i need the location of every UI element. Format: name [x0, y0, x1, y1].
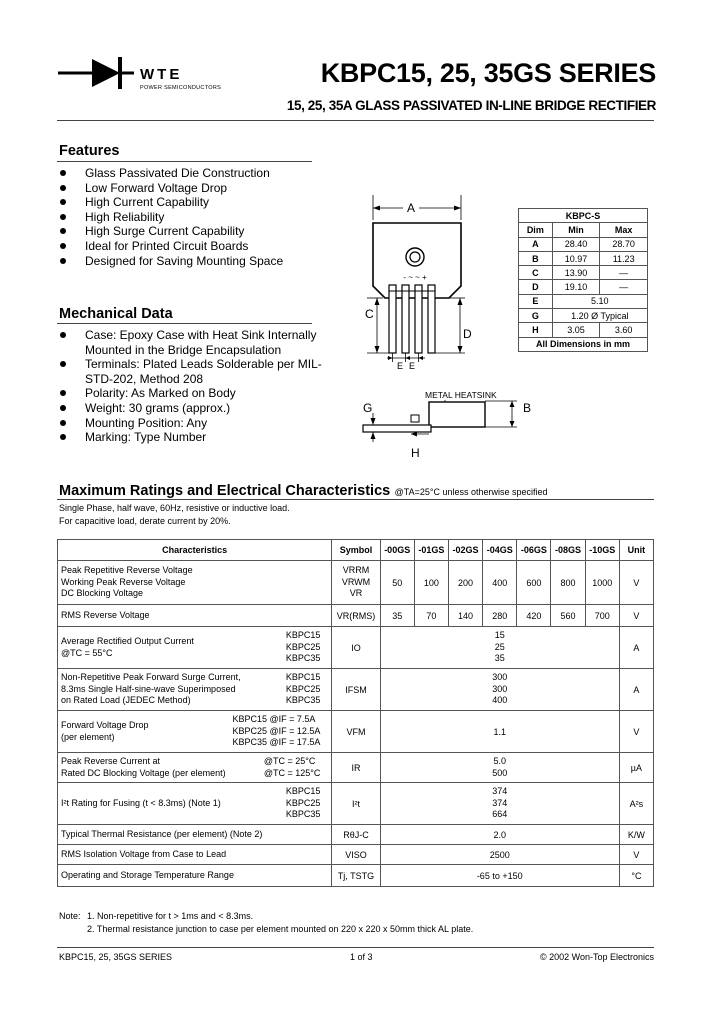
- label-e: E: [397, 361, 404, 371]
- symbol-cell: VFM: [332, 711, 380, 753]
- list-item: High Reliability: [58, 210, 318, 225]
- characteristic-cell: [58, 783, 332, 825]
- dim-cell: 10.97: [552, 251, 600, 265]
- model-label: KBPC15: [285, 630, 321, 641]
- label-e: E: [409, 361, 416, 371]
- value-cell: 280: [483, 605, 517, 627]
- value-cell: 400: [483, 561, 517, 605]
- text-line: Forward Voltage Drop: [61, 720, 149, 730]
- dim-cell: H: [519, 323, 553, 337]
- characteristic-cell: Typical Thermal Resistance (per element) (Note 2): [58, 825, 332, 845]
- value-cell: 2500: [380, 845, 619, 865]
- model-label: KBPC35: [285, 809, 321, 820]
- ratings-table: [57, 539, 654, 887]
- characteristic-cell: [58, 561, 332, 605]
- dim-cell: 19.10: [552, 280, 600, 294]
- table-row: [519, 280, 648, 294]
- text-line: DC Blocking Voltage: [61, 588, 144, 599]
- text-line: Average Rectified Output Current: [61, 636, 194, 646]
- table-row: [58, 605, 654, 627]
- col-header: -06GS: [517, 540, 551, 561]
- symbol-cell: VR(RMS): [332, 605, 380, 627]
- characteristic-cell: [58, 753, 332, 783]
- text-line: 500: [492, 767, 508, 778]
- page-title: KBPC15, 25, 35GS SERIES: [320, 58, 656, 88]
- header-divider: [57, 120, 654, 121]
- note-1: 1. Non-repetitive for t > 1ms and < 8.3ms.: [87, 911, 254, 921]
- col-header: -08GS: [551, 540, 585, 561]
- unit-cell: A: [619, 669, 653, 711]
- model-label: KBPC35: [285, 653, 321, 664]
- model-label: KBPC25: [285, 797, 321, 808]
- symbol-cell: IFSM: [332, 669, 380, 711]
- col-header: -02GS: [448, 540, 482, 561]
- list-item: Designed for Saving Mounting Space: [58, 254, 318, 269]
- value-cell: 2.0: [380, 825, 619, 845]
- dim-cell: E: [519, 294, 553, 308]
- table-row: [58, 627, 654, 669]
- value-cell: 700: [585, 605, 619, 627]
- symbol-cell: IO: [332, 627, 380, 669]
- unit-cell: V: [619, 605, 653, 627]
- list-item: Mounting Position: Any: [58, 416, 333, 431]
- table-row: [519, 323, 648, 337]
- dim-cell: A: [519, 237, 553, 251]
- col-header: -10GS: [585, 540, 619, 561]
- col-header: Characteristics: [58, 540, 332, 561]
- table-row: [58, 711, 654, 753]
- dim-header: Dim: [519, 223, 553, 237]
- symbol-cell: I²t: [332, 783, 380, 825]
- characteristic-cell: Operating and Storage Temperature Range: [58, 865, 332, 887]
- ratings-note-2: For capacitive load, derate current by 20%.: [59, 516, 231, 526]
- dim-cell: 28.70: [600, 237, 648, 251]
- dim-cell: B: [519, 251, 553, 265]
- diode-logo-icon: [58, 55, 138, 91]
- unit-cell: °C: [619, 865, 653, 887]
- dim-cell: 3.05: [552, 323, 600, 337]
- note-2: 2. Thermal resistance junction to case per element mounted on 220 x 220 x 50mm thick AL plate.: [87, 924, 474, 934]
- value-cell: 70: [414, 605, 448, 627]
- dim-cell: —: [600, 266, 648, 280]
- unit-cell: K/W: [619, 825, 653, 845]
- value-cell: [380, 669, 619, 711]
- symbol-cell: IR: [332, 753, 380, 783]
- dimension-table: [518, 208, 648, 352]
- dim-cell: 1.20 Ø Typical: [552, 309, 647, 323]
- table-row: [58, 865, 654, 887]
- mechanical-divider: [57, 323, 312, 324]
- value-cell: 35: [380, 605, 414, 627]
- dim-cell: D: [519, 280, 553, 294]
- logo-subtext: POWER SEMICONDUCTORS: [140, 85, 222, 91]
- symbol-cell: [332, 561, 380, 605]
- condition-label: @TC = 125°C: [263, 767, 321, 778]
- ratings-heading-row: [59, 482, 548, 500]
- table-row: [519, 266, 648, 280]
- text-line: 374: [492, 797, 508, 808]
- text-line: Peak Repetitive Reverse Voltage: [61, 565, 193, 576]
- ratings-note-1: Single Phase, half wave, 60Hz, resistive or inductive load.: [59, 503, 290, 513]
- footer-left: KBPC15, 25, 35GS SERIES: [59, 952, 173, 962]
- col-header: Symbol: [332, 540, 380, 561]
- list-item: Weight: 30 grams (approx.): [58, 401, 333, 416]
- text-line: 15: [494, 630, 505, 641]
- symbol-cell: Tj, TSTG: [332, 865, 380, 887]
- dim-cell: 3.60: [600, 323, 648, 337]
- text-line: I²t Rating for Fusing (t < 8.3ms) (Note 1): [61, 797, 221, 808]
- list-item: Case: Epoxy Case with Heat Sink Internally Mounted in the Bridge Encapsulation: [58, 328, 333, 357]
- label-d: D: [463, 327, 472, 341]
- dim-cell: C: [519, 266, 553, 280]
- table-row: [58, 825, 654, 845]
- ratings-divider: [57, 499, 654, 500]
- dim-header: Max: [600, 223, 648, 237]
- text-line: 374: [492, 786, 508, 797]
- notes-label: Note:: [59, 911, 81, 921]
- text-line: 400: [492, 695, 508, 706]
- model-label: KBPC25 @IF = 12.5A: [232, 725, 321, 736]
- value-cell: -65 to +150: [380, 865, 619, 887]
- value-cell: 1000: [585, 561, 619, 605]
- condition-label: @TC = 25°C: [263, 756, 316, 766]
- package-diagram: [345, 190, 545, 465]
- value-cell: 560: [551, 605, 585, 627]
- ratings-heading: Maximum Ratings and Electrical Characteristics: [59, 483, 391, 499]
- value-cell: 600: [517, 561, 551, 605]
- col-header: -04GS: [483, 540, 517, 561]
- value-cell: [380, 753, 619, 783]
- text-line: 300: [492, 672, 508, 683]
- unit-cell: V: [619, 845, 653, 865]
- dim-cell: 13.90: [552, 266, 600, 280]
- list-item: Ideal for Printed Circuit Boards: [58, 239, 318, 254]
- table-row: [519, 251, 648, 265]
- dim-cell: G: [519, 309, 553, 323]
- heatsink-label: METAL HEATSINK: [425, 390, 497, 400]
- footer-copyright: © 2002 Won-Top Electronics: [539, 952, 654, 962]
- text-line: Peak Reverse Current at: [61, 756, 161, 766]
- unit-cell: V: [619, 711, 653, 753]
- model-label: KBPC35: [285, 695, 321, 706]
- value-cell: 50: [380, 561, 414, 605]
- symbol-cell: VISO: [332, 845, 380, 865]
- dim-table-footer: All Dimensions in mm: [519, 337, 648, 351]
- pin-marks: - ~ ~ +: [403, 273, 427, 282]
- unit-cell: A: [619, 627, 653, 669]
- list-item: Low Forward Voltage Drop: [58, 181, 318, 196]
- value-cell: 1.1: [380, 711, 619, 753]
- footer-page-number: 1 of 3: [350, 952, 373, 962]
- dim-cell: 11.23: [600, 251, 648, 265]
- value-cell: 100: [414, 561, 448, 605]
- model-label: KBPC25: [285, 641, 321, 652]
- characteristic-cell: [58, 627, 332, 669]
- label-g: G: [363, 401, 373, 415]
- table-row: [58, 561, 654, 605]
- features-heading: Features: [59, 143, 120, 159]
- table-row: [58, 783, 654, 825]
- label-c: C: [365, 307, 374, 321]
- col-header: -01GS: [414, 540, 448, 561]
- text-line: Non-Repetitive Peak Forward Surge Current,: [61, 672, 241, 683]
- label-b: B: [523, 401, 532, 415]
- text-line: 5.0: [493, 756, 506, 766]
- features-list: [58, 166, 318, 268]
- dim-cell: 5.10: [552, 294, 647, 308]
- symbol-cell: RθJ-C: [332, 825, 380, 845]
- col-header: -00GS: [380, 540, 414, 561]
- text-line: on Rated Load (JEDEC Method): [61, 695, 191, 706]
- logo-text: WTE: [140, 66, 183, 83]
- text-line: VRWM: [341, 576, 371, 587]
- list-item: High Surge Current Capability: [58, 224, 318, 239]
- label-a: A: [406, 201, 416, 215]
- dim-cell: 28.40: [552, 237, 600, 251]
- table-row: [519, 309, 648, 323]
- characteristic-cell: RMS Isolation Voltage from Case to Lead: [58, 845, 332, 865]
- value-cell: [380, 783, 619, 825]
- text-line: (per element): [61, 731, 115, 742]
- dim-table-caption: KBPC-S: [519, 209, 648, 223]
- text-line: 300: [492, 683, 508, 694]
- text-line: 35: [494, 653, 505, 664]
- value-cell: 200: [448, 561, 482, 605]
- model-label: KBPC15: [285, 672, 321, 683]
- footer-divider: [57, 947, 654, 948]
- text-line: Working Peak Reverse Voltage: [61, 576, 186, 587]
- col-header: Unit: [619, 540, 653, 561]
- mechanical-list: [58, 328, 333, 445]
- unit-cell: µA: [619, 753, 653, 783]
- list-item: Terminals: Plated Leads Solderable per MIL-STD-202, Method 208: [58, 357, 333, 386]
- characteristic-cell: [58, 669, 332, 711]
- value-cell: [380, 627, 619, 669]
- unit-cell: V: [619, 561, 653, 605]
- list-item: High Current Capability: [58, 195, 318, 210]
- text-line: 8.3ms Single Half-sine-wave Superimposed: [61, 683, 236, 694]
- text-line: 25: [494, 641, 505, 652]
- list-item: Glass Passivated Die Construction: [58, 166, 318, 181]
- table-row: [58, 753, 654, 783]
- model-label: KBPC25: [285, 683, 321, 694]
- label-h: H: [411, 446, 420, 460]
- characteristic-cell: RMS Reverse Voltage: [58, 605, 332, 627]
- table-row: [519, 294, 648, 308]
- dim-cell: —: [600, 280, 648, 294]
- model-label: KBPC15 @IF = 7.5A: [232, 714, 316, 725]
- table-row: [519, 237, 648, 251]
- text-line: VRRM: [342, 565, 370, 576]
- value-cell: 800: [551, 561, 585, 605]
- features-divider: [57, 161, 312, 162]
- table-row: [58, 845, 654, 865]
- model-label: KBPC15: [285, 786, 321, 797]
- text-line: VR: [349, 588, 363, 599]
- unit-cell: A²s: [619, 783, 653, 825]
- text-line: 664: [492, 809, 508, 820]
- list-item: Polarity: As Marked on Body: [58, 386, 333, 401]
- list-item: Marking: Type Number: [58, 430, 333, 445]
- value-cell: 140: [448, 605, 482, 627]
- characteristic-cell: [58, 711, 332, 753]
- table-row: [58, 669, 654, 711]
- ratings-condition: @TA=25°C unless otherwise specified: [394, 487, 548, 497]
- logo: [58, 55, 222, 95]
- text-line: Rated DC Blocking Voltage (per element): [61, 767, 226, 778]
- mechanical-heading: Mechanical Data: [59, 306, 173, 322]
- text-line: @TC = 55°C: [61, 647, 113, 658]
- table-header-row: [58, 540, 654, 561]
- page-subtitle: 15, 25, 35A GLASS PASSIVATED IN-LINE BRIDGE RECTIFIER: [286, 98, 656, 113]
- model-label: KBPC35 @IF = 17.5A: [232, 737, 321, 748]
- dim-header: Min: [552, 223, 600, 237]
- value-cell: 420: [517, 605, 551, 627]
